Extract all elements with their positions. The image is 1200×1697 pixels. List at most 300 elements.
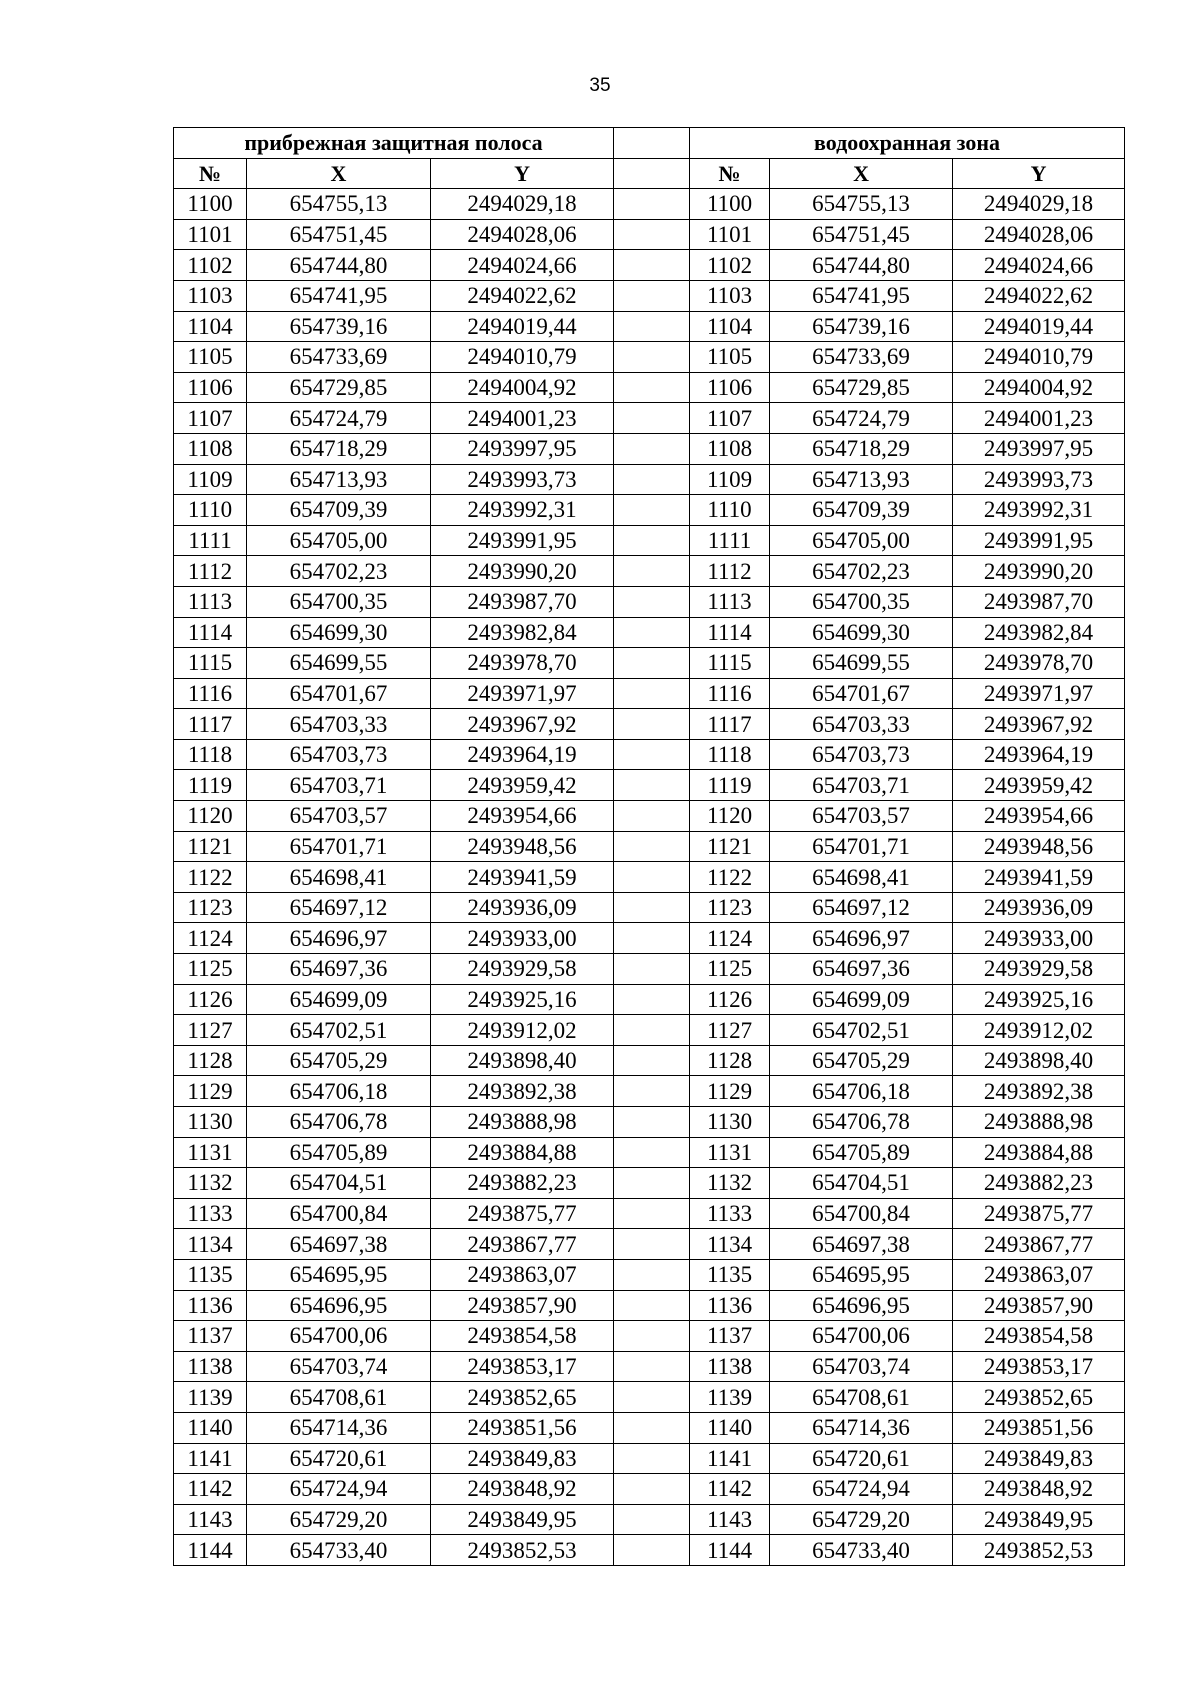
table-row [174, 219, 1125, 250]
y-coordinate-cell: 2493997,95 [431, 433, 614, 464]
y-coordinate-cell: 2493851,56 [953, 1412, 1125, 1443]
y-coordinate-cell: 2493954,66 [953, 801, 1125, 832]
column-header-y: Y [953, 158, 1125, 189]
point-number-cell: 1111 [690, 525, 770, 556]
spacer-cell [614, 280, 690, 311]
point-number-cell: 1120 [690, 801, 770, 832]
y-coordinate-cell: 2493933,00 [953, 923, 1125, 954]
point-number-cell: 1110 [174, 495, 247, 526]
y-coordinate-cell: 2493954,66 [431, 801, 614, 832]
x-coordinate-cell: 654696,95 [770, 1290, 953, 1321]
x-coordinate-cell: 654729,85 [247, 372, 431, 403]
point-number-cell: 1101 [174, 219, 247, 250]
y-coordinate-cell: 2493959,42 [431, 770, 614, 801]
point-number-cell: 1121 [690, 831, 770, 862]
x-coordinate-cell: 654705,89 [770, 1137, 953, 1168]
table-row [174, 739, 1125, 770]
table-row [174, 892, 1125, 923]
x-coordinate-cell: 654751,45 [770, 219, 953, 250]
y-coordinate-cell: 2493898,40 [431, 1045, 614, 1076]
table-row [174, 1229, 1125, 1260]
x-coordinate-cell: 654703,73 [247, 739, 431, 770]
y-coordinate-cell: 2493875,77 [953, 1198, 1125, 1229]
table-row [174, 1351, 1125, 1382]
spacer-cell [614, 403, 690, 434]
point-number-cell: 1141 [174, 1443, 247, 1474]
y-coordinate-cell: 2493848,92 [431, 1474, 614, 1505]
x-coordinate-cell: 654699,09 [770, 984, 953, 1015]
spacer-cell [614, 556, 690, 587]
spacer-cell [614, 495, 690, 526]
x-coordinate-cell: 654714,36 [770, 1412, 953, 1443]
x-coordinate-cell: 654697,36 [770, 954, 953, 985]
x-coordinate-cell: 654703,33 [247, 709, 431, 740]
spacer-cell [614, 1076, 690, 1107]
x-coordinate-cell: 654701,67 [770, 678, 953, 709]
point-number-cell: 1104 [690, 311, 770, 342]
x-coordinate-cell: 654709,39 [770, 495, 953, 526]
spacer-cell [614, 1168, 690, 1199]
point-number-cell: 1133 [690, 1198, 770, 1229]
column-header-num: № [174, 158, 247, 189]
x-coordinate-cell: 654733,40 [247, 1535, 431, 1566]
point-number-cell: 1103 [690, 280, 770, 311]
table-row [174, 1015, 1125, 1046]
table-row [174, 1474, 1125, 1505]
point-number-cell: 1123 [690, 892, 770, 923]
x-coordinate-cell: 654739,16 [770, 311, 953, 342]
column-header-x: X [770, 158, 953, 189]
spacer-cell [614, 984, 690, 1015]
x-coordinate-cell: 654703,71 [770, 770, 953, 801]
y-coordinate-cell: 2493912,02 [431, 1015, 614, 1046]
x-coordinate-cell: 654733,69 [770, 342, 953, 373]
x-coordinate-cell: 654697,38 [770, 1229, 953, 1260]
y-coordinate-cell: 2493929,58 [953, 954, 1125, 985]
x-coordinate-cell: 654700,06 [770, 1321, 953, 1352]
point-number-cell: 1140 [174, 1412, 247, 1443]
table-row [174, 1443, 1125, 1474]
point-number-cell: 1137 [174, 1321, 247, 1352]
y-coordinate-cell: 2494029,18 [953, 189, 1125, 220]
table-row [174, 709, 1125, 740]
x-coordinate-cell: 654713,93 [247, 464, 431, 495]
y-coordinate-cell: 2493936,09 [953, 892, 1125, 923]
y-coordinate-cell: 2493987,70 [953, 586, 1125, 617]
x-coordinate-cell: 654724,94 [247, 1474, 431, 1505]
column-header-x: X [247, 158, 431, 189]
y-coordinate-cell: 2493933,00 [431, 923, 614, 954]
point-number-cell: 1112 [690, 556, 770, 587]
x-coordinate-cell: 654697,36 [247, 954, 431, 985]
table-row [174, 1290, 1125, 1321]
spacer-cell [614, 1107, 690, 1138]
point-number-cell: 1116 [174, 678, 247, 709]
x-coordinate-cell: 654706,18 [770, 1076, 953, 1107]
x-coordinate-cell: 654702,23 [770, 556, 953, 587]
point-number-cell: 1107 [690, 403, 770, 434]
x-coordinate-cell: 654695,95 [247, 1259, 431, 1290]
point-number-cell: 1114 [174, 617, 247, 648]
point-number-cell: 1109 [174, 464, 247, 495]
table-row [174, 280, 1125, 311]
x-coordinate-cell: 654700,84 [247, 1198, 431, 1229]
x-coordinate-cell: 654700,35 [770, 586, 953, 617]
point-number-cell: 1113 [174, 586, 247, 617]
y-coordinate-cell: 2493959,42 [953, 770, 1125, 801]
y-coordinate-cell: 2493853,17 [431, 1351, 614, 1382]
point-number-cell: 1135 [174, 1259, 247, 1290]
x-coordinate-cell: 654699,30 [770, 617, 953, 648]
x-coordinate-cell: 654741,95 [247, 280, 431, 311]
point-number-cell: 1142 [174, 1474, 247, 1505]
point-number-cell: 1113 [690, 586, 770, 617]
x-coordinate-cell: 654701,71 [770, 831, 953, 862]
y-coordinate-cell: 2493993,73 [953, 464, 1125, 495]
y-coordinate-cell: 2494019,44 [431, 311, 614, 342]
table-row [174, 1259, 1125, 1290]
x-coordinate-cell: 654703,33 [770, 709, 953, 740]
point-number-cell: 1135 [690, 1259, 770, 1290]
y-coordinate-cell: 2493884,88 [953, 1137, 1125, 1168]
point-number-cell: 1138 [174, 1351, 247, 1382]
y-coordinate-cell: 2493993,73 [431, 464, 614, 495]
point-number-cell: 1110 [690, 495, 770, 526]
spacer-cell [614, 311, 690, 342]
y-coordinate-cell: 2493849,83 [953, 1443, 1125, 1474]
point-number-cell: 1109 [690, 464, 770, 495]
point-number-cell: 1125 [690, 954, 770, 985]
table-row [174, 770, 1125, 801]
x-coordinate-cell: 654755,13 [247, 189, 431, 220]
y-coordinate-cell: 2493857,90 [431, 1290, 614, 1321]
x-coordinate-cell: 654703,74 [770, 1351, 953, 1382]
point-number-cell: 1121 [174, 831, 247, 862]
table-row [174, 403, 1125, 434]
y-coordinate-cell: 2493852,53 [953, 1535, 1125, 1566]
y-coordinate-cell: 2493978,70 [953, 648, 1125, 679]
y-coordinate-cell: 2493925,16 [953, 984, 1125, 1015]
section-title-water-zone: водоохранная зона [690, 128, 1125, 159]
y-coordinate-cell: 2493852,53 [431, 1535, 614, 1566]
spacer-cell [614, 1137, 690, 1168]
spacer-cell [614, 128, 690, 159]
point-number-cell: 1105 [690, 342, 770, 373]
table-row [174, 1168, 1125, 1199]
table-row [174, 1076, 1125, 1107]
y-coordinate-cell: 2493971,97 [953, 678, 1125, 709]
y-coordinate-cell: 2493978,70 [431, 648, 614, 679]
y-coordinate-cell: 2493852,65 [953, 1382, 1125, 1413]
point-number-cell: 1125 [174, 954, 247, 985]
point-number-cell: 1130 [690, 1107, 770, 1138]
table-row [174, 1198, 1125, 1229]
y-coordinate-cell: 2493967,92 [431, 709, 614, 740]
x-coordinate-cell: 654702,51 [770, 1015, 953, 1046]
y-coordinate-cell: 2494010,79 [953, 342, 1125, 373]
point-number-cell: 1118 [690, 739, 770, 770]
table-row [174, 464, 1125, 495]
spacer-cell [614, 1290, 690, 1321]
coordinates-table [173, 127, 1125, 1566]
spacer-cell [614, 862, 690, 893]
point-number-cell: 1136 [174, 1290, 247, 1321]
x-coordinate-cell: 654702,23 [247, 556, 431, 587]
table-row [174, 495, 1125, 526]
point-number-cell: 1117 [690, 709, 770, 740]
x-coordinate-cell: 654708,61 [770, 1382, 953, 1413]
table-row [174, 189, 1125, 220]
spacer-cell [614, 1382, 690, 1413]
x-coordinate-cell: 654696,95 [247, 1290, 431, 1321]
x-coordinate-cell: 654751,45 [247, 219, 431, 250]
x-coordinate-cell: 654703,73 [770, 739, 953, 770]
table-row [174, 372, 1125, 403]
x-coordinate-cell: 654729,20 [247, 1504, 431, 1535]
table-row [174, 556, 1125, 587]
x-coordinate-cell: 654724,94 [770, 1474, 953, 1505]
y-coordinate-cell: 2494028,06 [953, 219, 1125, 250]
x-coordinate-cell: 654708,61 [247, 1382, 431, 1413]
point-number-cell: 1119 [174, 770, 247, 801]
spacer-cell [614, 189, 690, 220]
point-number-cell: 1118 [174, 739, 247, 770]
table-body [174, 189, 1125, 1566]
x-coordinate-cell: 654733,69 [247, 342, 431, 373]
spacer-cell [614, 954, 690, 985]
y-coordinate-cell: 2493982,84 [431, 617, 614, 648]
y-coordinate-cell: 2493852,65 [431, 1382, 614, 1413]
table-row [174, 1107, 1125, 1138]
x-coordinate-cell: 654700,06 [247, 1321, 431, 1352]
y-coordinate-cell: 2493964,19 [953, 739, 1125, 770]
point-number-cell: 1130 [174, 1107, 247, 1138]
x-coordinate-cell: 654703,57 [247, 801, 431, 832]
x-coordinate-cell: 654699,30 [247, 617, 431, 648]
point-number-cell: 1132 [174, 1168, 247, 1199]
point-number-cell: 1105 [174, 342, 247, 373]
y-coordinate-cell: 2493882,23 [953, 1168, 1125, 1199]
y-coordinate-cell: 2493888,98 [953, 1107, 1125, 1138]
x-coordinate-cell: 654702,51 [247, 1015, 431, 1046]
x-coordinate-cell: 654720,61 [247, 1443, 431, 1474]
x-coordinate-cell: 654699,55 [247, 648, 431, 679]
point-number-cell: 1127 [690, 1015, 770, 1046]
y-coordinate-cell: 2494022,62 [431, 280, 614, 311]
point-number-cell: 1127 [174, 1015, 247, 1046]
x-coordinate-cell: 654701,71 [247, 831, 431, 862]
point-number-cell: 1104 [174, 311, 247, 342]
y-coordinate-cell: 2493925,16 [431, 984, 614, 1015]
section-title-shore-strip: прибрежная защитная полоса [174, 128, 614, 159]
spacer-cell [614, 648, 690, 679]
y-coordinate-cell: 2493948,56 [953, 831, 1125, 862]
y-coordinate-cell: 2493892,38 [431, 1076, 614, 1107]
x-coordinate-cell: 654697,12 [770, 892, 953, 923]
x-coordinate-cell: 654698,41 [247, 862, 431, 893]
point-number-cell: 1142 [690, 1474, 770, 1505]
column-header-row [174, 158, 1125, 189]
y-coordinate-cell: 2493912,02 [953, 1015, 1125, 1046]
spacer-cell [614, 1045, 690, 1076]
x-coordinate-cell: 654705,89 [247, 1137, 431, 1168]
y-coordinate-cell: 2493967,92 [953, 709, 1125, 740]
point-number-cell: 1107 [174, 403, 247, 434]
x-coordinate-cell: 654704,51 [770, 1168, 953, 1199]
y-coordinate-cell: 2493892,38 [953, 1076, 1125, 1107]
spacer-cell [614, 158, 690, 189]
table-row [174, 250, 1125, 281]
table-row [174, 954, 1125, 985]
x-coordinate-cell: 654744,80 [770, 250, 953, 281]
point-number-cell: 1144 [174, 1535, 247, 1566]
x-coordinate-cell: 654744,80 [247, 250, 431, 281]
x-coordinate-cell: 654700,84 [770, 1198, 953, 1229]
x-coordinate-cell: 654705,29 [247, 1045, 431, 1076]
table-row [174, 586, 1125, 617]
x-coordinate-cell: 654729,85 [770, 372, 953, 403]
y-coordinate-cell: 2493875,77 [431, 1198, 614, 1229]
x-coordinate-cell: 654733,40 [770, 1535, 953, 1566]
table-row [174, 862, 1125, 893]
x-coordinate-cell: 654699,55 [770, 648, 953, 679]
y-coordinate-cell: 2493848,92 [953, 1474, 1125, 1505]
y-coordinate-cell: 2493997,95 [953, 433, 1125, 464]
page-number: 35 [589, 75, 611, 96]
x-coordinate-cell: 654701,67 [247, 678, 431, 709]
point-number-cell: 1102 [690, 250, 770, 281]
spacer-cell [614, 1229, 690, 1260]
y-coordinate-cell: 2493929,58 [431, 954, 614, 985]
table-row [174, 617, 1125, 648]
spacer-cell [614, 464, 690, 495]
table-row [174, 525, 1125, 556]
point-number-cell: 1124 [174, 923, 247, 954]
x-coordinate-cell: 654755,13 [770, 189, 953, 220]
point-number-cell: 1138 [690, 1351, 770, 1382]
x-coordinate-cell: 654696,97 [770, 923, 953, 954]
x-coordinate-cell: 654699,09 [247, 984, 431, 1015]
y-coordinate-cell: 2494028,06 [431, 219, 614, 250]
x-coordinate-cell: 654696,97 [247, 923, 431, 954]
x-coordinate-cell: 654695,95 [770, 1259, 953, 1290]
x-coordinate-cell: 654709,39 [247, 495, 431, 526]
x-coordinate-cell: 654697,38 [247, 1229, 431, 1260]
x-coordinate-cell: 654706,78 [247, 1107, 431, 1138]
x-coordinate-cell: 654705,00 [770, 525, 953, 556]
point-number-cell: 1137 [690, 1321, 770, 1352]
table-row [174, 1535, 1125, 1566]
point-number-cell: 1123 [174, 892, 247, 923]
x-coordinate-cell: 654704,51 [247, 1168, 431, 1199]
y-coordinate-cell: 2493990,20 [431, 556, 614, 587]
x-coordinate-cell: 654697,12 [247, 892, 431, 923]
y-coordinate-cell: 2493991,95 [431, 525, 614, 556]
point-number-cell: 1134 [690, 1229, 770, 1260]
table-row [174, 678, 1125, 709]
point-number-cell: 1111 [174, 525, 247, 556]
y-coordinate-cell: 2493992,31 [431, 495, 614, 526]
point-number-cell: 1134 [174, 1229, 247, 1260]
y-coordinate-cell: 2493849,95 [953, 1504, 1125, 1535]
table-row [174, 433, 1125, 464]
y-coordinate-cell: 2493863,07 [953, 1259, 1125, 1290]
point-number-cell: 1131 [690, 1137, 770, 1168]
point-number-cell: 1122 [174, 862, 247, 893]
spacer-cell [614, 831, 690, 862]
x-coordinate-cell: 654703,57 [770, 801, 953, 832]
section-header-row [174, 128, 1125, 159]
y-coordinate-cell: 2494010,79 [431, 342, 614, 373]
x-coordinate-cell: 654729,20 [770, 1504, 953, 1535]
y-coordinate-cell: 2493863,07 [431, 1259, 614, 1290]
spacer-cell [614, 892, 690, 923]
y-coordinate-cell: 2494024,66 [953, 250, 1125, 281]
spacer-cell [614, 1443, 690, 1474]
y-coordinate-cell: 2493854,58 [431, 1321, 614, 1352]
table-row [174, 831, 1125, 862]
point-number-cell: 1131 [174, 1137, 247, 1168]
point-number-cell: 1115 [174, 648, 247, 679]
point-number-cell: 1108 [690, 433, 770, 464]
x-coordinate-cell: 654741,95 [770, 280, 953, 311]
y-coordinate-cell: 2494001,23 [953, 403, 1125, 434]
spacer-cell [614, 1259, 690, 1290]
x-coordinate-cell: 654706,18 [247, 1076, 431, 1107]
table-row [174, 1382, 1125, 1413]
y-coordinate-cell: 2493936,09 [431, 892, 614, 923]
point-number-cell: 1132 [690, 1168, 770, 1199]
point-number-cell: 1103 [174, 280, 247, 311]
spacer-cell [614, 923, 690, 954]
spacer-cell [614, 709, 690, 740]
point-number-cell: 1128 [174, 1045, 247, 1076]
point-number-cell: 1115 [690, 648, 770, 679]
point-number-cell: 1100 [690, 189, 770, 220]
point-number-cell: 1106 [690, 372, 770, 403]
point-number-cell: 1129 [174, 1076, 247, 1107]
x-coordinate-cell: 654706,78 [770, 1107, 953, 1138]
y-coordinate-cell: 2493941,59 [953, 862, 1125, 893]
point-number-cell: 1143 [174, 1504, 247, 1535]
y-coordinate-cell: 2493882,23 [431, 1168, 614, 1199]
spacer-cell [614, 770, 690, 801]
y-coordinate-cell: 2494029,18 [431, 189, 614, 220]
point-number-cell: 1129 [690, 1076, 770, 1107]
y-coordinate-cell: 2493992,31 [953, 495, 1125, 526]
table-row [174, 984, 1125, 1015]
table-row [174, 311, 1125, 342]
y-coordinate-cell: 2493867,77 [431, 1229, 614, 1260]
y-coordinate-cell: 2493971,97 [431, 678, 614, 709]
column-header-num: № [690, 158, 770, 189]
point-number-cell: 1139 [690, 1382, 770, 1413]
table-row [174, 923, 1125, 954]
spacer-cell [614, 525, 690, 556]
point-number-cell: 1141 [690, 1443, 770, 1474]
y-coordinate-cell: 2494019,44 [953, 311, 1125, 342]
y-coordinate-cell: 2493898,40 [953, 1045, 1125, 1076]
x-coordinate-cell: 654705,00 [247, 525, 431, 556]
y-coordinate-cell: 2493941,59 [431, 862, 614, 893]
y-coordinate-cell: 2494024,66 [431, 250, 614, 281]
point-number-cell: 1120 [174, 801, 247, 832]
spacer-cell [614, 1504, 690, 1535]
point-number-cell: 1112 [174, 556, 247, 587]
point-number-cell: 1144 [690, 1535, 770, 1566]
spacer-cell [614, 1198, 690, 1229]
y-coordinate-cell: 2493987,70 [431, 586, 614, 617]
